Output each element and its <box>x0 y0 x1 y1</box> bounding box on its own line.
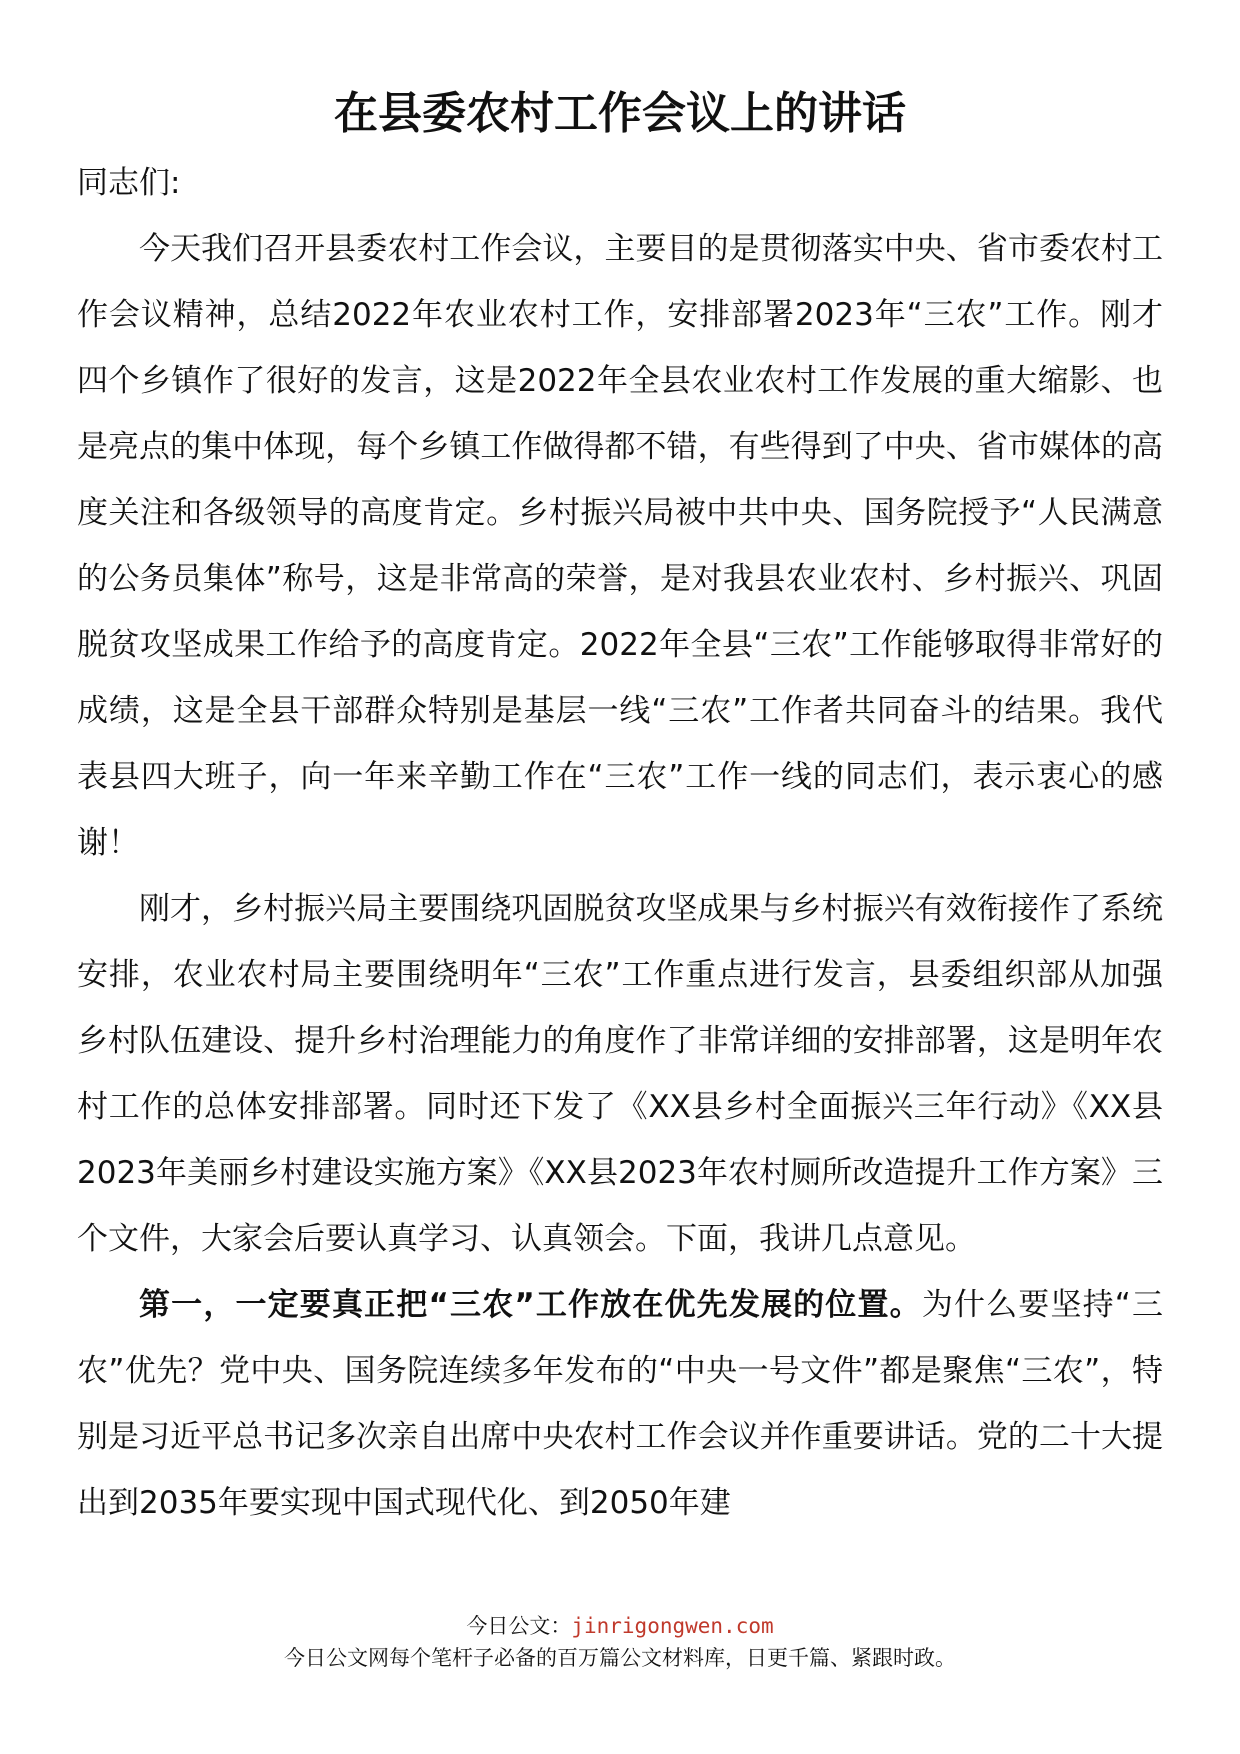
first-point-heading: 第一，一定要真正把“三农”工作放在优先发展的位置。 <box>139 1287 922 1323</box>
footer-tagline: 今日公文网每个笔杆子必备的百万篇公文材料库，日更千篇、紧跟时政。 <box>284 1646 956 1670</box>
footer-site-label: 今日公文： <box>466 1614 572 1638</box>
salutation: 同志们: <box>77 165 181 201</box>
paragraph-arrangements: 刚才，乡村振兴局主要围绕巩固脱贫攻坚成果与乡村振兴有效衔接作了系统安排，农业农村局主要围绕明年“三农”工作重点进行发言，县委组织部从加强乡村队伍建设、提升乡村治理能力的角度作了非常详细的安排部署，这是明年农村工作的总体安排部署。同时还下发了《XX县乡村全面振兴三年行动》《XX县2023年美丽乡村建设实施方案》《XX县2023年农村厕所改造提升工作方案》三个文件，大家会后要认真学习、认真领会。下面，我讲几点意见。 <box>77 891 1163 1257</box>
footer-watermark <box>0 1610 1240 1674</box>
first-point-text: 为什么要坚持“三农”优先？党中央、国务院连续多年发布的“中央一号文件”都是聚焦“三农”，特别是习近平总书记多次亲自出席中央农村工作会议并作重要讲话。党的二十大提出到2035年要实现中国式现代化、到2050年建 <box>77 1287 1164 1521</box>
document-title: 在县委农村工作会议上的讲话 <box>334 88 906 139</box>
document-body <box>77 150 1163 1536</box>
paragraph-first-point <box>77 1272 1163 1536</box>
footer-site-link[interactable]: jinrigongwen.com <box>571 1614 774 1638</box>
paragraph-opening: 今天我们召开县委农村工作会议，主要目的是贯彻落实中央、省市委农村工作会议精神，总结2022年农业农村工作，安排部署2023年“三农”工作。刚才四个乡镇作了很好的发言，这是2022年全县农业农村工作发展的重大缩影、也是亮点的集中体现，每个乡镇工作做得都不错，有些得到了中央、省市媒体的高度关注和各级领导的高度肯定。乡村振兴局被中共中央、国务院授予“人民满意的公务员集体”称号，这是非常高的荣誉，是对我县农业农村、乡村振兴、巩固脱贫攻坚成果工作给予的高度肯定。2022年全县“三农”工作能够取得非常好的成绩，这是全县干部群众特别是基层一线“三农”工作者共同奋斗的结果。我代表县四大班子，向一年来辛勤工作在“三农”工作一线的同志们，表示衷心的感谢！ <box>77 231 1163 861</box>
footer-site-line <box>0 1610 1240 1642</box>
